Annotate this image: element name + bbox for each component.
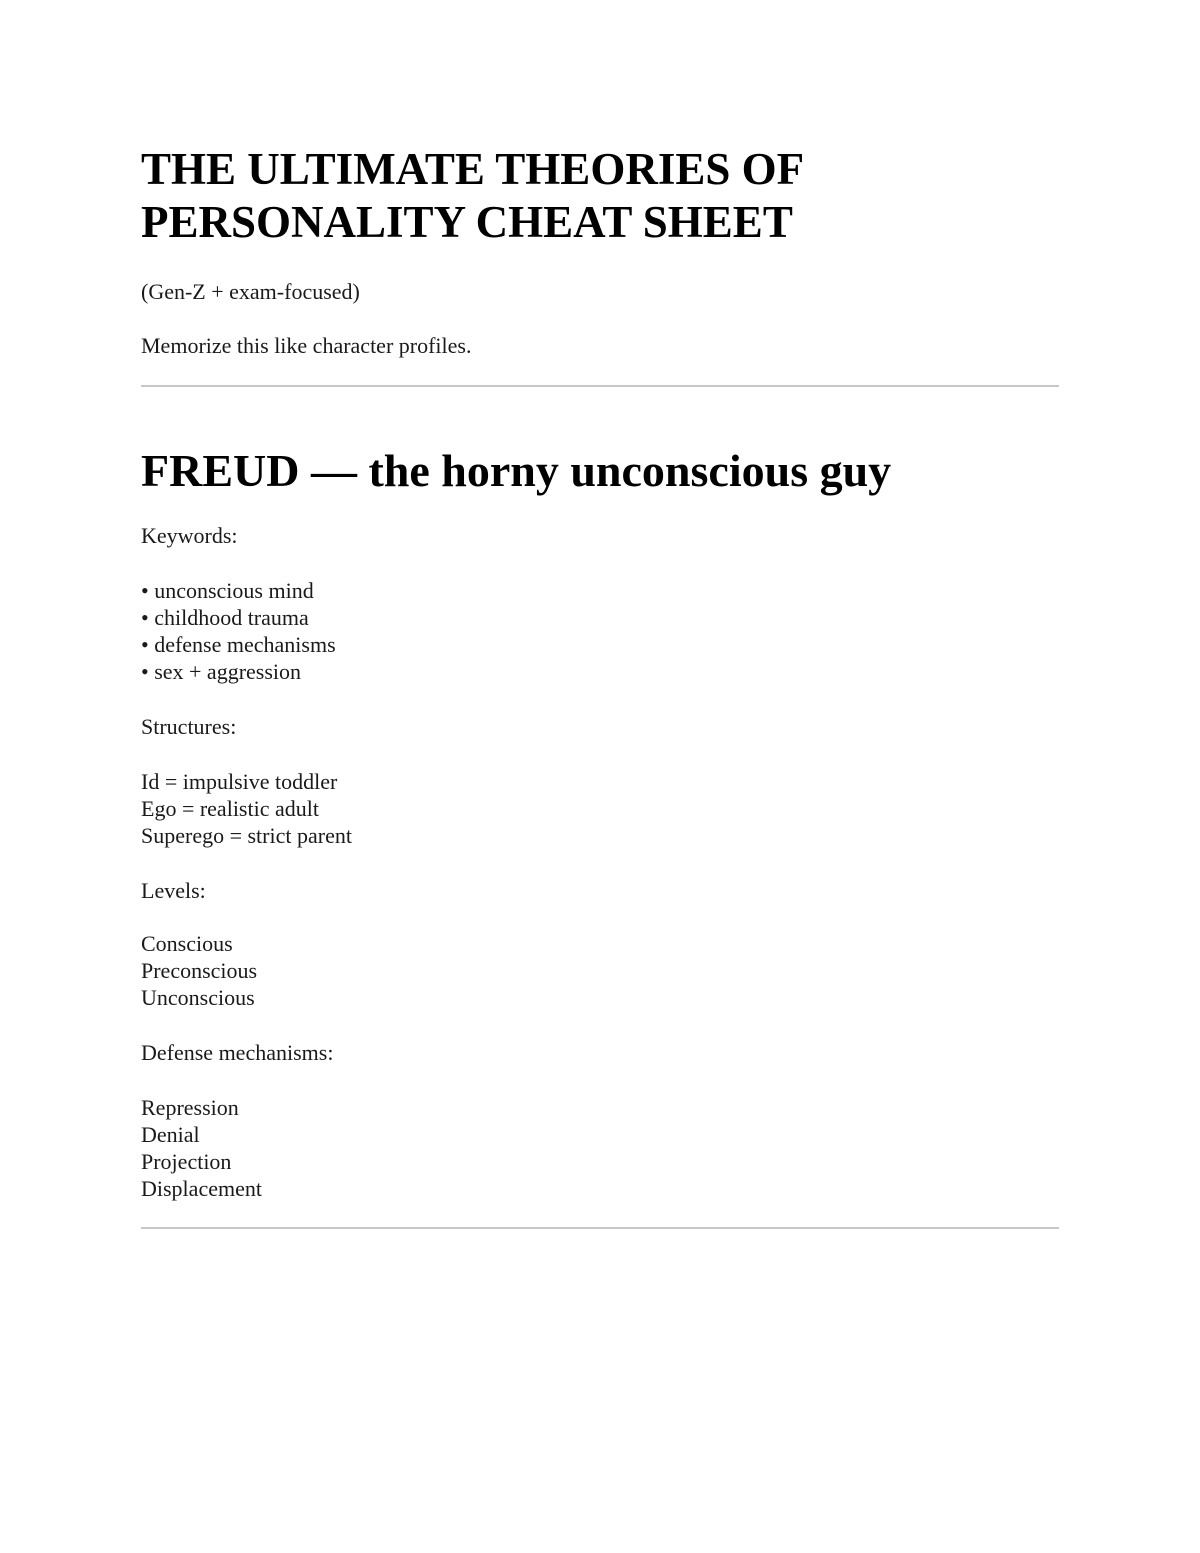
list-item: • childhood trauma	[141, 605, 309, 630]
defense-mechanisms-label: Defense mechanisms:	[141, 1040, 334, 1065]
document-title: THE ULTIMATE THEORIES OF PERSONALITY CHEAT SHEET	[141, 144, 803, 247]
list-item: Repression	[141, 1095, 239, 1120]
list-item: Id = impulsive toddler	[141, 769, 338, 794]
keywords-label: Keywords:	[141, 523, 238, 548]
list-item: • unconscious mind	[141, 578, 314, 603]
intro-text: Memorize this like character profiles.	[141, 333, 472, 358]
levels-list	[141, 930, 257, 1011]
list-item: Ego = realistic adult	[141, 796, 319, 821]
defense-mechanisms-list	[141, 1094, 262, 1202]
list-item: Conscious	[141, 931, 233, 956]
list-item: Unconscious	[141, 985, 255, 1010]
divider	[141, 385, 1059, 387]
list-item: Displacement	[141, 1176, 262, 1201]
subtitle: (Gen-Z + exam-focused)	[141, 279, 360, 304]
list-item: Denial	[141, 1122, 200, 1147]
levels-label: Levels:	[141, 878, 206, 903]
section-heading-freud: FREUD — the horny unconscious guy	[141, 445, 892, 496]
list-item: Preconscious	[141, 958, 258, 983]
list-item: Projection	[141, 1149, 232, 1174]
list-item: • sex + aggression	[141, 659, 302, 684]
structures-list	[141, 768, 352, 849]
keywords-list	[141, 577, 336, 685]
list-item: Superego = strict parent	[141, 823, 352, 848]
list-item: • defense mechanisms	[141, 632, 336, 657]
structures-label: Structures:	[141, 714, 237, 739]
divider	[141, 1227, 1059, 1229]
